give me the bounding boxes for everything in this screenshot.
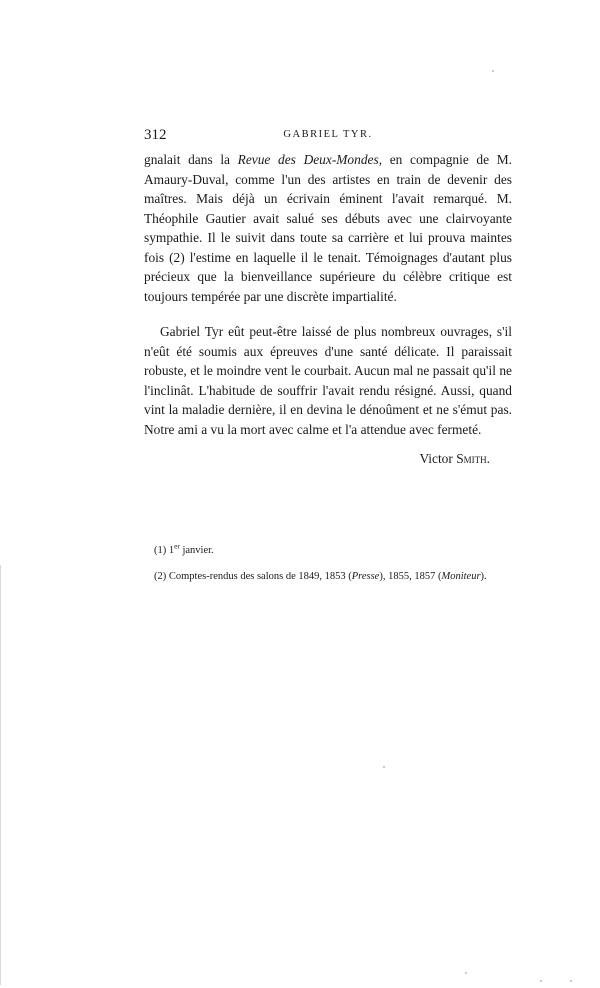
page-number: 312 bbox=[144, 127, 167, 143]
signature-first-name: Victor bbox=[419, 451, 453, 466]
footnote-1: (1) 1er janvier. bbox=[154, 541, 214, 556]
footnote-1-marker: (1) bbox=[154, 545, 167, 556]
paragraph-1: gnalait dans la Revue des Deux-Mondes, en compagnie de M. Amaury-Duval, comme l'un des artistes en train de devenir des maîtres. Mais déjà un écrivain éminent l'avait remarqué. M. Théophile Gautier avait salué ses débuts avec une clairvoyante sympathie. Il le suivit dans toute sa carrière et lui prouva maintes fois (2) l'estime en laquelle il le tenait. Témoignages d'autant plus précieux que la bienveillance supérieure du célèbre critique est toujours tempérée par une discrète impartialité. bbox=[144, 152, 512, 304]
running-title: GABRIEL TYR. bbox=[283, 129, 373, 140]
signature bbox=[144, 449, 512, 469]
scan-margin-line bbox=[0, 565, 1, 985]
scan-speck bbox=[570, 980, 572, 982]
scan-speck bbox=[383, 766, 385, 768]
journal-title: Revue des Deux-Mondes bbox=[237, 152, 379, 167]
paragraph-2: Gabriel Tyr eût peut-être laissé de plus nombreux ouvrages, s'il n'eût été soumis aux épreuves d'une santé délicate. Il paraissait robuste, et le moindre vent le courbait. Aucun mal ne passait qu'il ne l'inclinât. L'habitude de souffrir l'avait rendu résigné. Aussi, quand vint la maladie dernière, il en devina le dénoûment et ne s'émut pas. Notre ami a vu la mort avec calme et l'a attendue avec fermeté. bbox=[144, 324, 512, 437]
body-text bbox=[144, 150, 512, 469]
scan-speck bbox=[465, 972, 467, 974]
footnote-2-marker: (2) bbox=[154, 571, 167, 582]
scan-speck bbox=[540, 980, 542, 982]
page-header bbox=[144, 127, 512, 145]
signature-last-name: Smith. bbox=[456, 451, 490, 466]
scan-speck bbox=[492, 70, 494, 72]
footnote-2: (2) Comptes-rendus des salons de 1849, 1853 (Presse), 1855, 1857 (Moniteur). bbox=[154, 571, 487, 582]
footnotes bbox=[144, 543, 512, 585]
